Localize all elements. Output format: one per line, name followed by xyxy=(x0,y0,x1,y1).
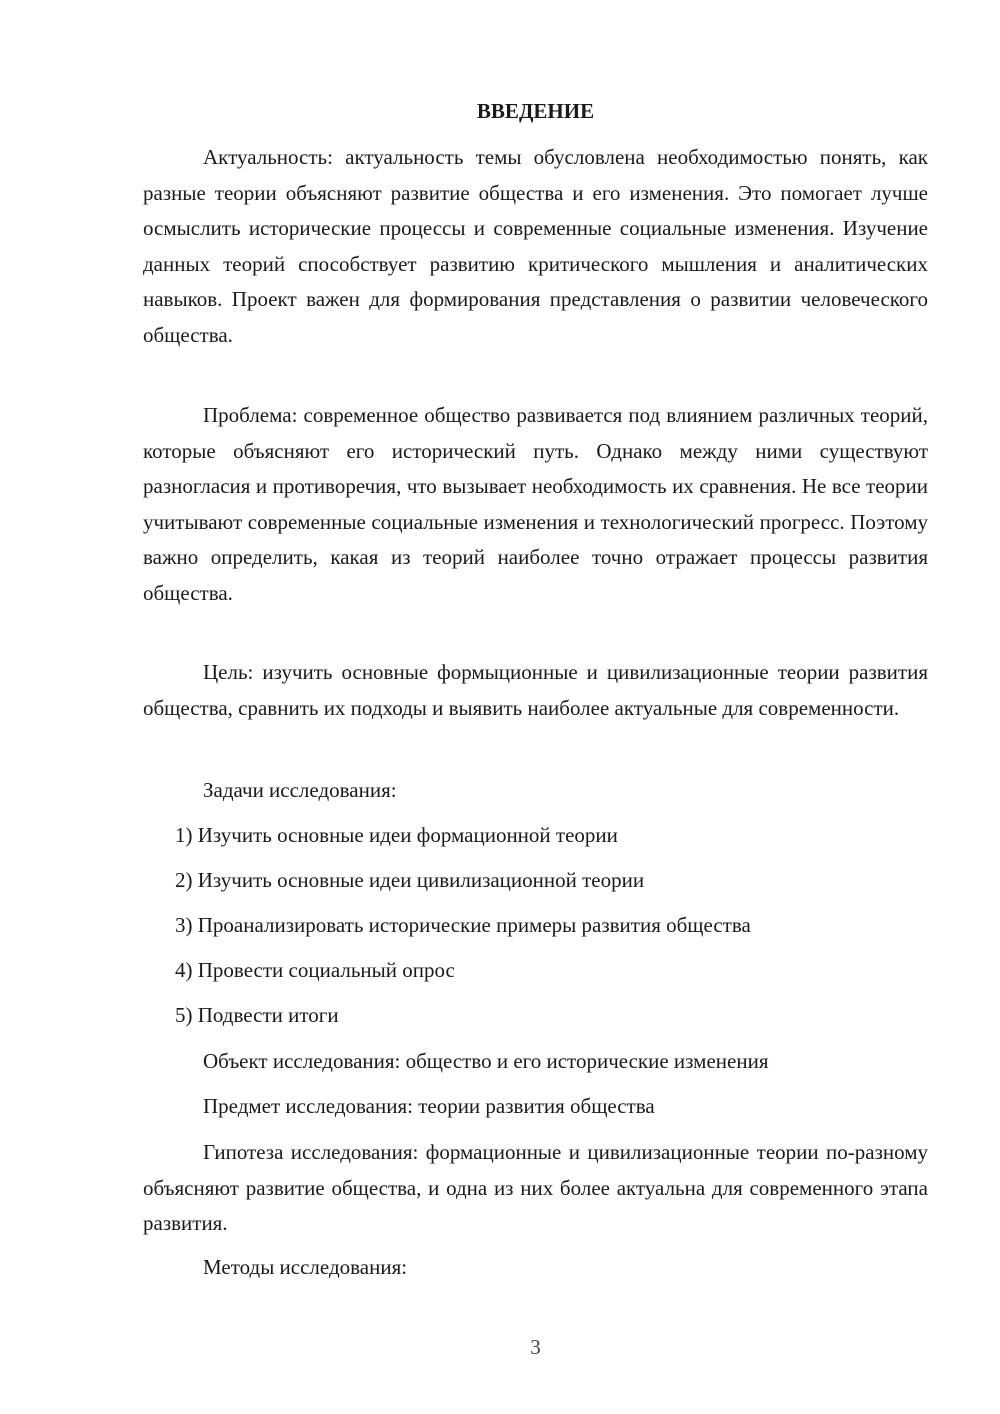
hypothesis-paragraph: Гипотеза исследования: формационные и цивилизационные теории по-разному объясняют развитие общества, и одна из них более актуальна для современного этапа развития. xyxy=(143,1140,928,1235)
list-item: 3) Проанализировать исторические примеры развития общества xyxy=(175,913,751,937)
page-number: 3 xyxy=(530,1335,541,1359)
goal-paragraph: Цель: изучить основные формыционные и цивилизационные теории развития общества, сравнить их подходы и выявить наиболее актуальные для современности. xyxy=(143,660,928,720)
page-title: ВВЕДЕНИЕ xyxy=(476,99,595,123)
list-item: 5) Подвести итоги xyxy=(175,1003,339,1027)
list-item: 1) Изучить основные идеи формационной теории xyxy=(175,823,618,847)
research-subject: Предмет исследования: теории развития общества xyxy=(203,1094,655,1118)
list-item: 2) Изучить основные идеи цивилизационной теории xyxy=(175,868,645,892)
problem-paragraph: Проблема: современное общество развивается под влиянием различных теорий, которые объясняют его исторический путь. Однако между ними существуют разногласия и противоречия, что вызывает необходимость их сравнения. Не все теории учитывают современные социальные изменения и технологический прогресс. Поэтому важно определить, какая из теорий наиболее точно отражает процессы развития общества. xyxy=(143,403,928,605)
research-object: Объект исследования: общество и его исторические изменения xyxy=(203,1049,769,1073)
tasks-title: Задачи исследования: xyxy=(203,778,397,802)
methods-title: Методы исследования: xyxy=(203,1255,408,1279)
relevance-paragraph: Актуальность: актуальность темы обусловлена необходимостью понять, как разные теории объясняют развитие общества и его изменения. Это помогает лучше осмыслить исторические процессы и современные социальные изменения. Изучение данных теорий способствует развитию критического мышления и аналитических навыков. Проект важен для формирования представления о развитии человеческого общества. xyxy=(143,145,928,347)
document-page xyxy=(143,0,928,1414)
list-item: 4) Провести социальный опрос xyxy=(175,958,455,982)
